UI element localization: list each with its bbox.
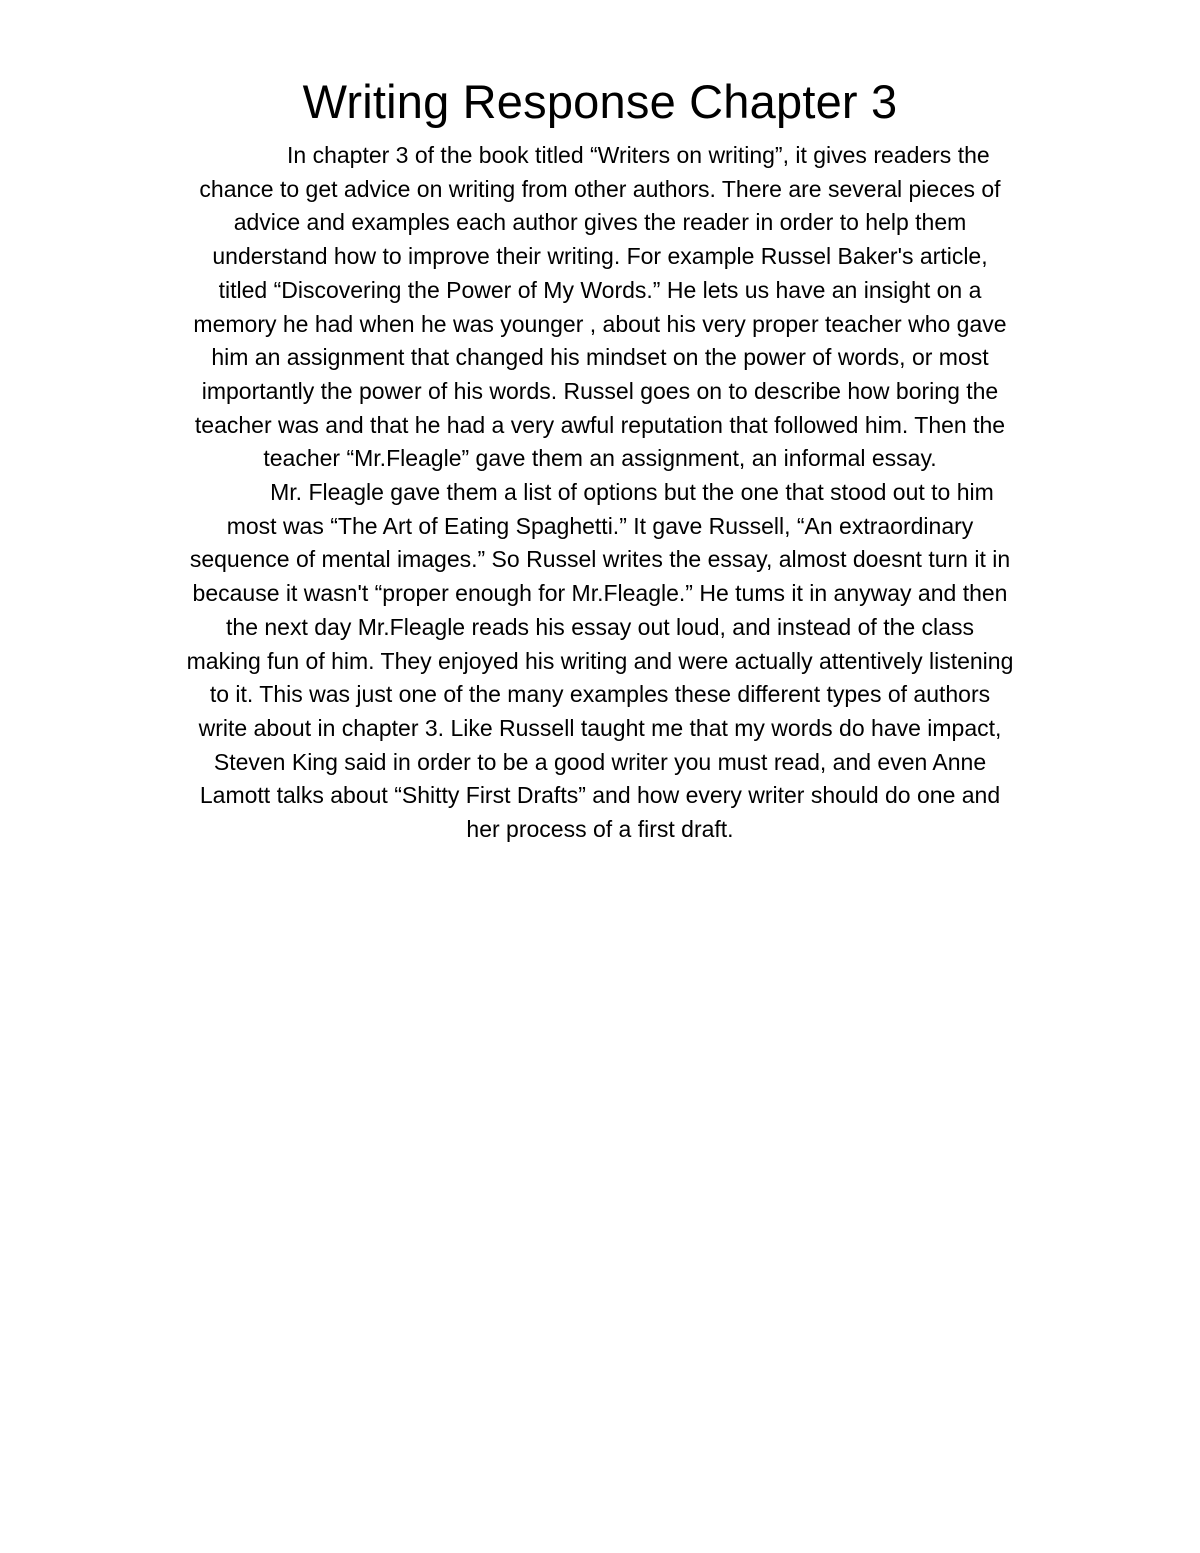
body-line: importantly the power of his words. Russel goes on to describe how boring the xyxy=(201,377,999,404)
document-body xyxy=(0,139,1200,847)
body-line: Mr. Fleagle gave them a list of options but the one that stood out to him xyxy=(206,479,994,506)
body-line: teacher “Mr.Fleagle” gave them an assignment, an informal essay. xyxy=(263,445,937,472)
body-line: chance to get advice on writing from other authors. There are several pieces of xyxy=(199,175,1001,202)
body-line: memory he had when he was younger , about his very proper teacher who gave xyxy=(193,310,1007,337)
body-line: the next day Mr.Fleagle reads his essay out loud, and instead of the class xyxy=(226,613,974,640)
body-line: most was “The Art of Eating Spaghetti.” It gave Russell, “An extraordinary xyxy=(226,512,974,539)
body-line: because it wasn't “proper enough for Mr.Fleagle.” He tums it in anyway and then xyxy=(192,580,1008,607)
body-line: to it. This was just one of the many examples these different types of authors xyxy=(209,681,991,708)
body-line: Steven King said in order to be a good writer you must read, and even Anne xyxy=(213,748,987,775)
document-title: Writing Response Chapter 3 xyxy=(302,75,898,128)
body-line: understand how to improve their writing. For example Russel Baker's article, xyxy=(212,243,988,270)
body-line: write about in chapter 3. Like Russell taught me that my words do have impact, xyxy=(198,714,1002,741)
body-line: making fun of him. They enjoyed his writing and were actually attentively listening xyxy=(186,647,1014,674)
body-line: sequence of mental images.” So Russel writes the essay, almost doesnt turn it in xyxy=(189,546,1011,573)
body-line: In chapter 3 of the book titled “Writers on writing”, it gives readers the xyxy=(210,142,990,168)
body-line: her process of a first draft. xyxy=(466,816,734,843)
body-line: teacher was and that he had a very awful reputation that followed him. Then the xyxy=(194,411,1006,438)
body-line: advice and examples each author gives the reader in order to help them xyxy=(233,209,967,236)
body-line: him an assignment that changed his mindset on the power of words, or most xyxy=(211,344,989,371)
body-line: Lamott talks about “Shitty First Drafts” and how every writer should do one and xyxy=(199,782,1001,809)
body-line: titled “Discovering the Power of My Words.” He lets us have an insight on a xyxy=(218,276,982,303)
